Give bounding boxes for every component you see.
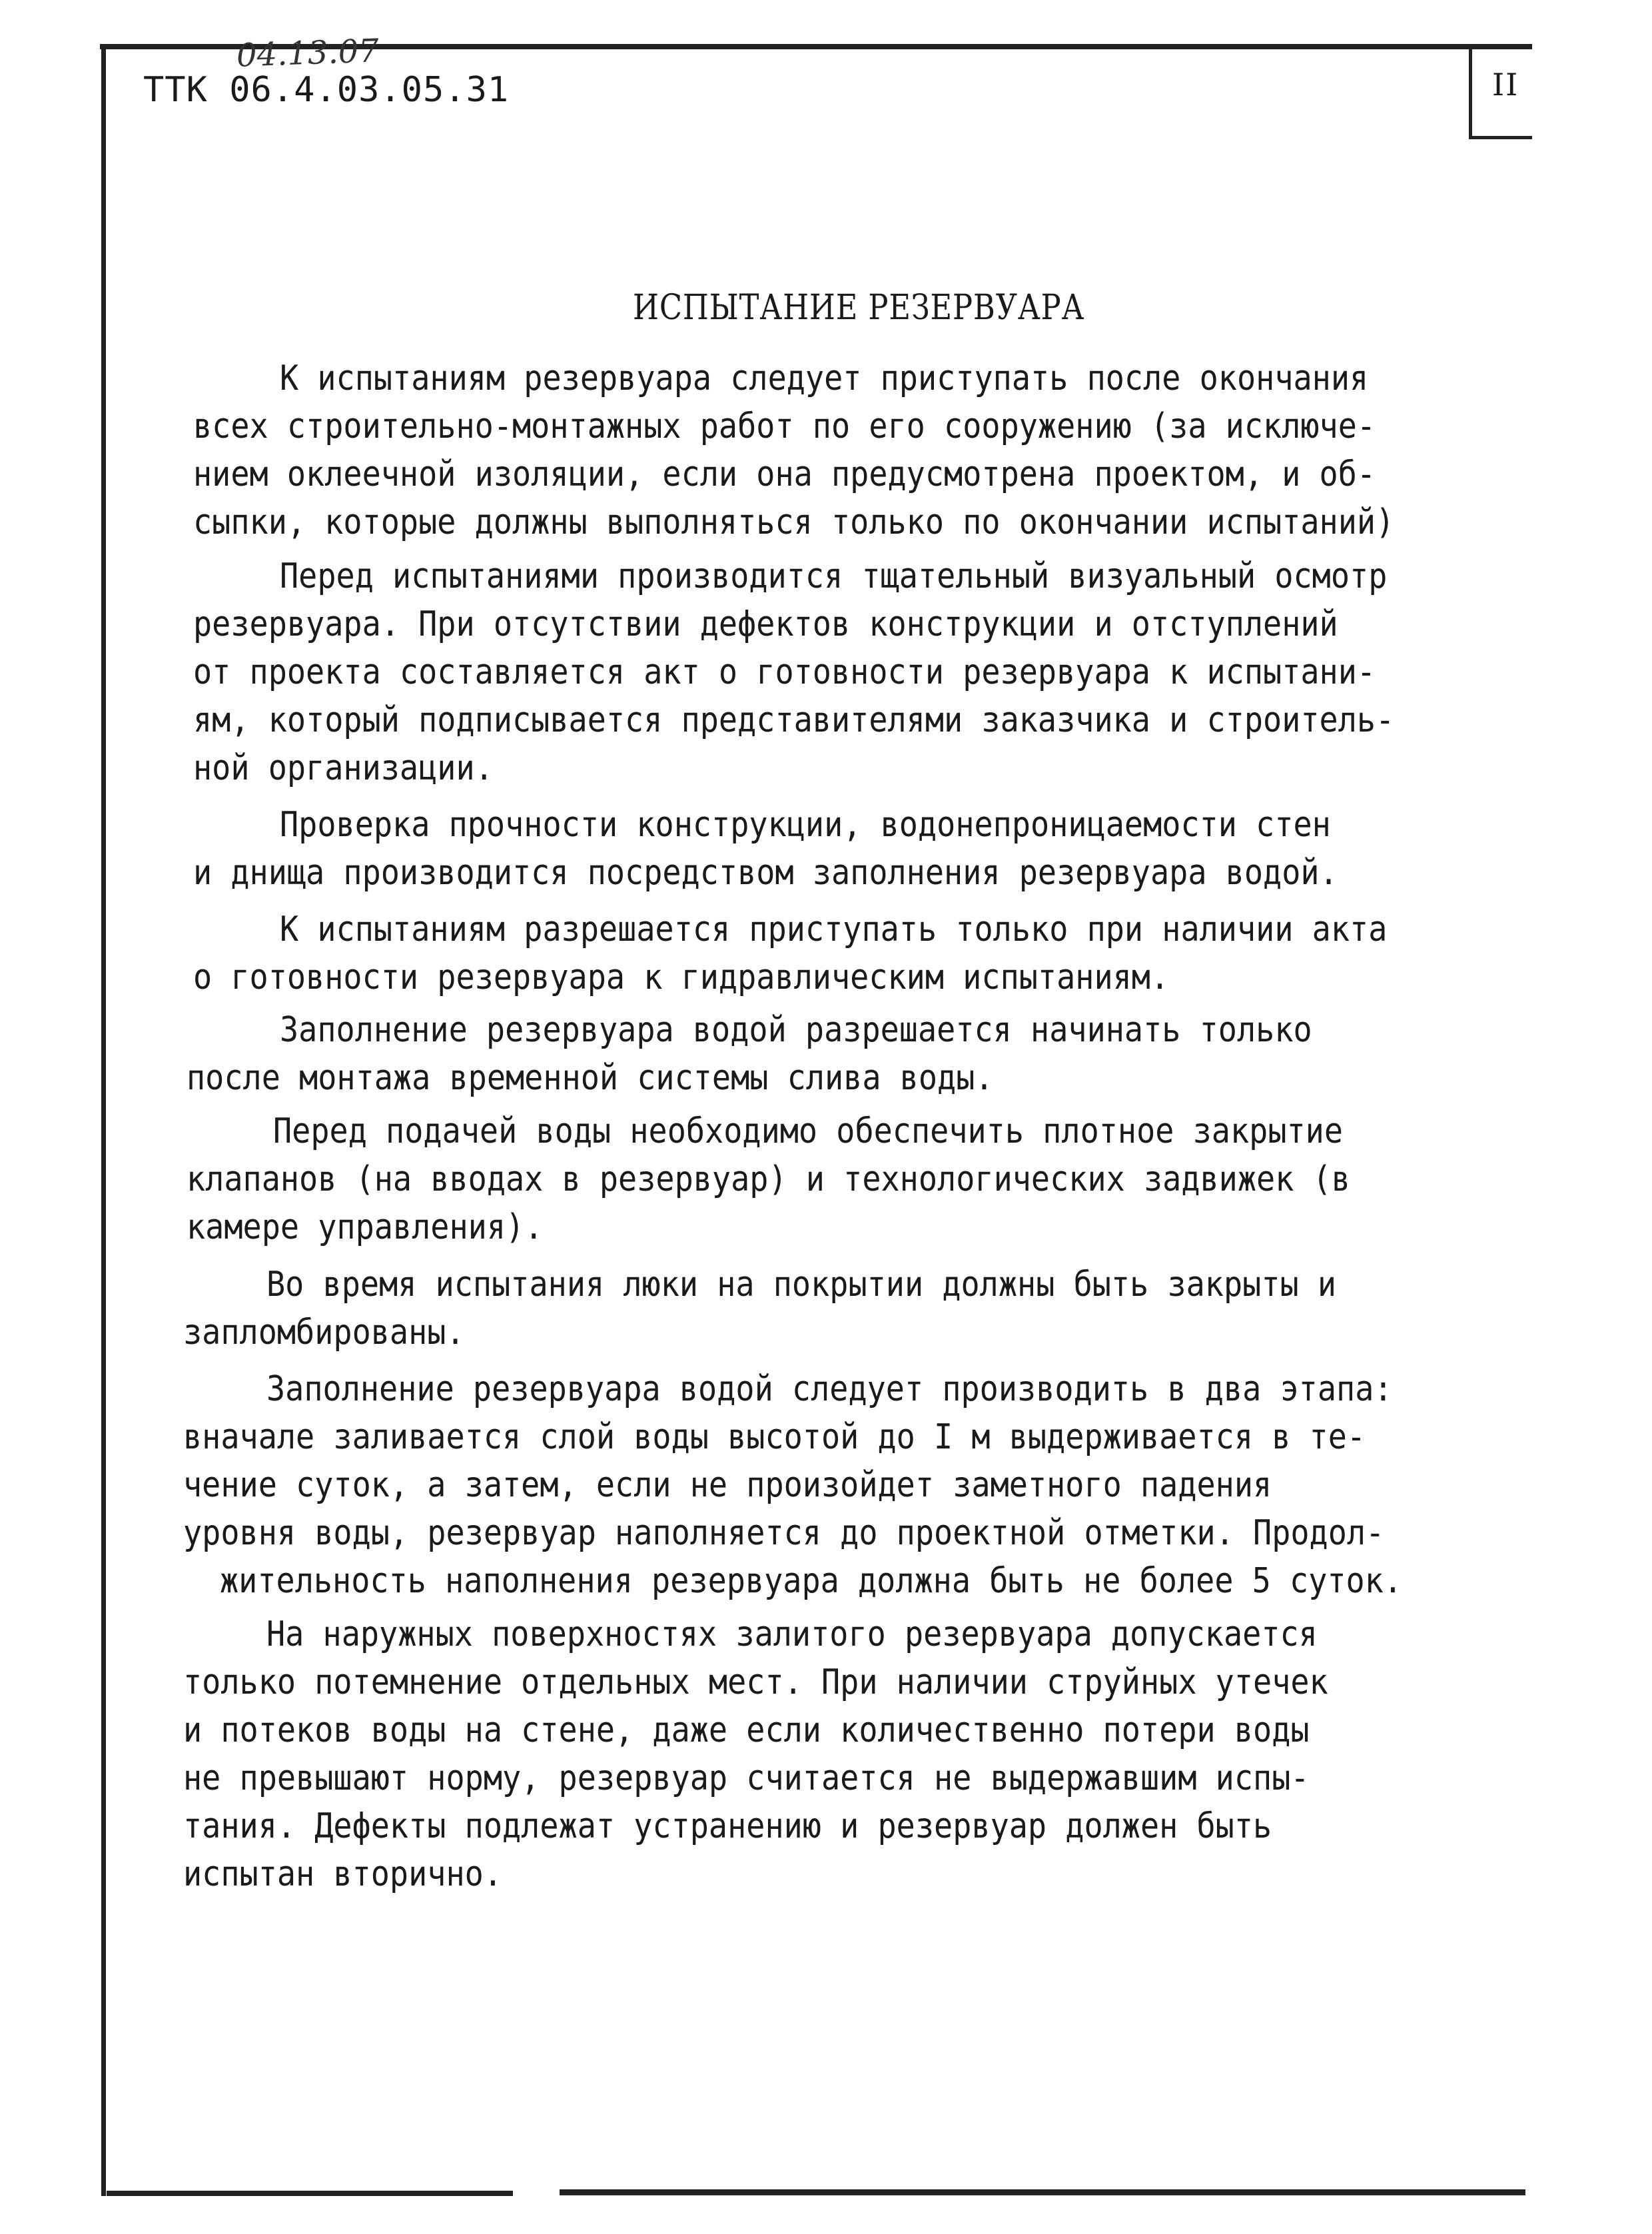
text-line: жительность наполнения резервуара должна быть не более 5 суток. [220,1561,1403,1601]
text-line: о готовности резервуара к гидравлическим испытаниям. [193,957,1170,997]
frame-left-line [101,44,106,2196]
text-line: после монтажа временной системы слива воды. [187,1058,994,1098]
frame-bottom-line-right [560,2189,1525,2195]
text-line: Проверка прочности конструкции, водонепроницаемости стен [280,805,1331,845]
text-line: Перед испытаниями производится тщательный визуальный осмотр [280,556,1388,596]
text-line: Заполнение резервуара водой следует производить в два этапа: [266,1369,1393,1409]
text-line: Заполнение резервуара водой разрешается начинать только [280,1010,1312,1050]
text-line: К испытаниям разрешается приступать только при наличии акта [280,909,1388,949]
text-line: Перед подачей воды необходимо обеспечить плотное закрытие [273,1111,1344,1151]
text-line: только потемнение отдельных мест. При наличии струйных утечек [183,1662,1328,1702]
text-line: камере управления). [187,1207,544,1247]
frame-bottom-line-left [107,2191,513,2196]
text-line: резервуара. При отсутствии дефектов конструкции и отступлений [193,604,1338,644]
text-line: клапанов (на вводах в резервуар) и технологических задвижек (в [187,1159,1350,1199]
text-line: К испытаниям резервуара следует приступать после окончания [280,358,1369,398]
text-line: чение суток, а затем, если не произойдет заметного падения [183,1465,1272,1505]
text-line: не превышают норму, резервуар считается не выдержавшим испы- [183,1758,1310,1798]
text-line: запломбированы. [183,1313,465,1353]
text-line: уровня воды, резервуар наполняется до проектной отметки. Продол- [183,1513,1385,1553]
text-line: от проекта составляется акт о готовности резервуара к испытани- [193,652,1376,692]
text-line: нием оклеечной изоляции, если она предусмотрена проектом, и об- [193,454,1376,494]
document-code: ТТК 06.4.03.05.31 [143,70,510,110]
page-number: II [1492,67,1519,103]
text-line: всех строительно-монтажных работ по его сооружению (за исключе- [193,406,1376,446]
text-line: и потеков воды на стене, даже если количественно потери воды [183,1710,1310,1750]
text-line: Во время испытания люки на покрытии должны быть закрыты и [266,1265,1337,1305]
text-line: и днища производится посредством заполнения резервуара водой. [193,853,1338,893]
text-line: тания. Дефекты подлежат устранению и резервуар должен быть [183,1806,1272,1846]
text-line: вначале заливается слой воды высотой до I м выдерживается в те- [183,1417,1366,1457]
handwritten-note: 04.13.07 [236,32,380,75]
text-line: испытан вторично. [183,1854,502,1894]
section-title: ИСПЫТАНИЕ РЕЗЕРВУАРА [633,288,1085,328]
text-line: На наружных поверхностях залитого резервуара допускается [266,1614,1318,1654]
text-line: сыпки, которые должны выполняться только по окончании испытаний) [193,502,1395,542]
text-line: ной организации. [193,748,494,788]
text-line: ям, который подписывается представителями заказчика и строитель- [193,700,1395,740]
